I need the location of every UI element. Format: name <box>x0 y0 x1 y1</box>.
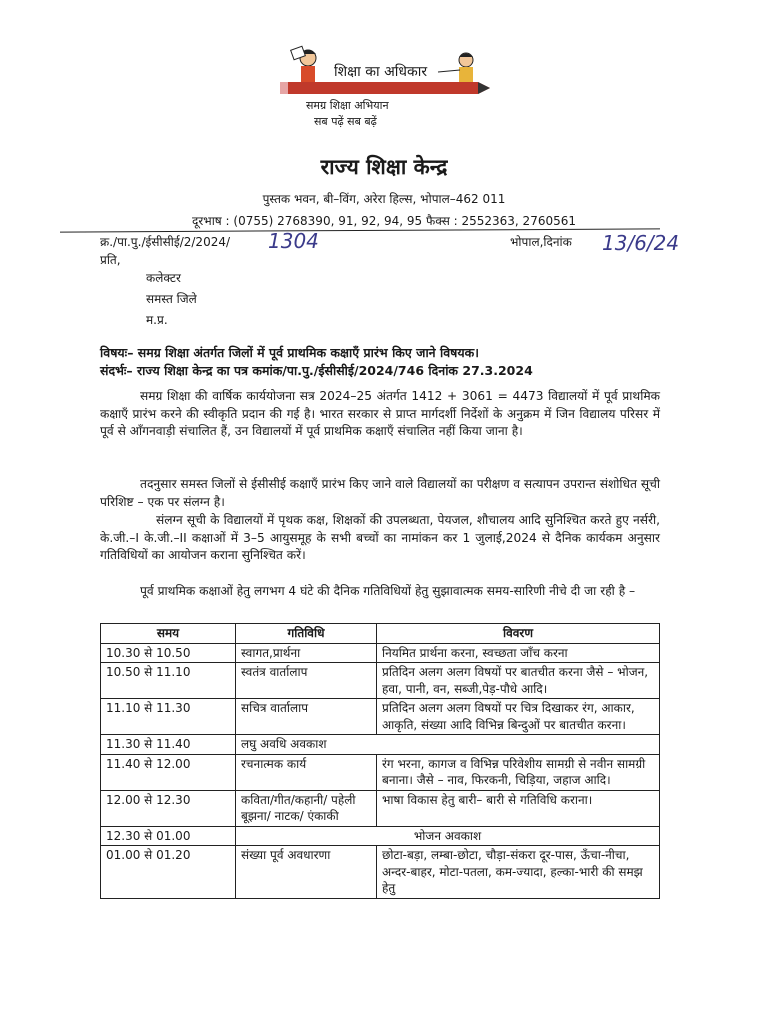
organization-phone: दूरभाष : (0755) 2768390, 91, 92, 94, 95 फैक्स : 2552363, 2760561 <box>191 214 577 228</box>
table-row <box>101 735 660 755</box>
body-paragraph <box>100 388 660 441</box>
logo-title: शिक्षा का अधिकार <box>334 64 428 80</box>
cell-activity: लघु अवधि अवकाश <box>236 735 660 755</box>
table-row <box>101 754 660 790</box>
logo-subtitle: समग्र शिक्षा अभियान <box>306 99 389 112</box>
recipient-line: समस्त जिले <box>146 292 197 306</box>
body-paragraph <box>100 512 660 565</box>
table-row <box>101 826 660 846</box>
organization-name: राज्य शिक्षा केन्द्र <box>320 155 448 179</box>
cell-detail: छोटा-बड़ा, लम्बा-छोटा, चौड़ा-संकरा दूर-पास, ऊँचा-नीचा, अन्दर-बाहर, मोटा-पतला, कम-ज्यादा, हल्का-भारी की समझ हेतु <box>377 846 660 899</box>
table-row <box>101 846 660 899</box>
cell-time: 11.30 से 11.40 <box>101 735 236 755</box>
cell-detail: प्रतिदिन अलग अलग विषयों पर बातचीत करना जैसे – भोजन, हवा, पानी, वन, सब्जी,पेड़-पौधे आदि। <box>377 663 660 699</box>
cell-detail: भाषा विकास हेतु बारी– बारी से गतिविधि कराना। <box>377 790 660 826</box>
body-paragraph <box>100 476 660 511</box>
cell-detail: प्रतिदिन अलग अलग विषयों पर चित्र दिखाकर रंग, आकार, आकृति, संख्या आदि विभिन्न बिन्दुओं पर बातचीत करना। <box>377 699 660 735</box>
logo-tagline: सब पढ़ें सब बढ़ें <box>314 115 377 128</box>
table-row <box>101 663 660 699</box>
body-paragraph <box>100 583 660 601</box>
cell-activity: संख्या पूर्व अवधारणा <box>236 846 377 899</box>
date-value: 13/6/24 <box>602 231 680 255</box>
table-row <box>101 790 660 826</box>
cell-time: 11.40 से 12.00 <box>101 754 236 790</box>
cell-detail: भोजन अवकाश <box>236 826 660 846</box>
table-row <box>101 643 660 663</box>
organization-address: पुस्तक भवन, बी–विंग, अरेरा हिल्स, भोपाल–462 011 <box>262 192 506 206</box>
cell-activity: सचित्र वार्तालाप <box>236 699 377 735</box>
paragraph-3: संलग्न सूची के विद्यालयों में पृथक कक्ष, शिक्षकों की उपलब्धता, पेयजल, शौचालय आदि सुनिश्चित करते हुए नर्सरी, के.जी.–I के.जी.–II कक्षाओं में 3–5 आयुसमूह के सभी बच्चों का नामांकन कर 1 जुलाई,2024 से दैनिक कार्यकम अनुसार गतिविधियों का आयोजन कराना सुनिश्चित करें। <box>100 513 660 563</box>
cell-time: 10.50 से 11.10 <box>101 663 236 699</box>
cell-time: 12.00 से 12.30 <box>101 790 236 826</box>
reference-number: 1304 <box>268 229 319 253</box>
column-header-detail: विवरण <box>377 624 660 644</box>
schedule-table <box>100 623 660 899</box>
cell-activity: रचनात्मक कार्य <box>236 754 377 790</box>
column-header-time: समय <box>101 624 236 644</box>
date-label: भोपाल,दिनांक <box>510 235 572 249</box>
recipient-line: म.प्र. <box>146 313 168 327</box>
cell-detail: नियमित प्रार्थना करना, स्वच्छता जाँच करना <box>377 643 660 663</box>
paragraph-2: तदनुसार समस्त जिलों से ईसीसीई कक्षाएँ प्रारंभ किए जाने वाले विद्यालयों का परीक्षण व सत्यापन उपरान्त संशोधित सूची परिशिष्ट – एक पर संलग्न है। <box>100 477 661 509</box>
cell-time: 12.30 से 01.00 <box>101 826 236 846</box>
table-header-row <box>101 624 660 644</box>
cell-activity: स्वागत,प्रार्थना <box>236 643 377 663</box>
cell-activity: कविता/गीत/कहानी/ पहेली बूझना/ नाटक/ एंकाकी <box>236 790 377 826</box>
reference-prefix: क्र./पा.पु./ईसीसीई/2/2024/ <box>100 235 231 249</box>
to-label: प्रति, <box>100 253 121 267</box>
recipient-line: कलेक्टर <box>146 271 181 285</box>
column-header-activity: गतिविधि <box>236 624 377 644</box>
cell-time: 01.00 से 01.20 <box>101 846 236 899</box>
paragraph-1: समग्र शिक्षा की वार्षिक कार्ययोजना सत्र 2024–25 अंतर्गत 1412 + 3061 = 4473 विद्यालयों में पूर्व प्राथमिक कक्षाएँ प्रारंभ करने की स्वीकृति प्रदान की गई है। भारत सरकार से प्राप्त मार्गदर्शी निर्देशों के अनुक्रम में जिन विद्यालय परिसर में पूर्व से आँगनवाड़ी संचालित हैं, उन विद्यालयों में पूर्व प्राथमिक कक्षाएँ संचालित नहीं किया जाना है। <box>100 389 660 439</box>
cell-time: 10.30 से 10.50 <box>101 643 236 663</box>
right-to-education-logo <box>268 42 498 134</box>
table-row <box>101 699 660 735</box>
letter-reference: संदर्भः– राज्य शिक्षा केन्द्र का पत्र कमांक/पा.पु./ईसीसीई/2024/746 दिनांक 27.3.2024 <box>100 363 533 378</box>
header-divider <box>60 228 660 232</box>
letter-subject: विषयः– समग्र शिक्षा अंतर्गत जिलों में पूर्व प्राथमिक कक्षाएँ प्रारंभ किए जाने विषयक। <box>100 345 479 360</box>
paragraph-4: पूर्व प्राथमिक कक्षाओं हेतु लगभग 4 घंटे की दैनिक गतिविधियों हेतु सुझावात्मक समय-सारिणी नीचे दी जा रही है – <box>140 584 636 598</box>
cell-activity: स्वतंत्र वार्तालाप <box>236 663 377 699</box>
cell-time: 11.10 से 11.30 <box>101 699 236 735</box>
cell-detail: रंग भरना, कागज व विभिन्न परिवेशीय सामग्री से नवीन सामग्री बनाना। जैसे – नाव, फिरकनी, चिड़िया, जहाज आदि। <box>377 754 660 790</box>
